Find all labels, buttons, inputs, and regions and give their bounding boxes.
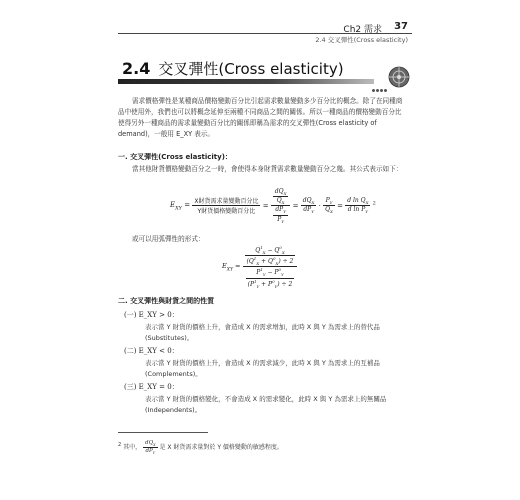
item-3-desc: 表示當 Y 財貨的價格變化，不會造成 X 的需求變化，此時 X 與 Y 為需求上的無關品(Independents)。	[145, 395, 387, 414]
footnote: $^2$ 其中， $\frac{dQ_X}{dP_Y}$ 是 X 財貨需求量對於 Y 價格變動的敏感程度。	[118, 440, 283, 456]
footnote-mark: 2	[118, 442, 122, 449]
subsection-2-heading: 二. 交叉彈性與財貨之間的性質	[118, 297, 215, 305]
header-subtitle: 2.4 交叉彈性(Cross elasticity)	[315, 36, 408, 44]
title-underline-bar	[118, 79, 374, 84]
globe-emblem-icon	[388, 66, 410, 88]
item-2-label: (二) E_XY < 0：	[124, 347, 179, 355]
subsection-1-heading: 一. 交叉彈性(Cross elasticity)：	[118, 153, 232, 161]
footnote-text: 是 X 財貨需求量對於 Y 價格變動的敏感程度。	[159, 444, 283, 452]
item-3-label: (三) E_XY = 0：	[124, 383, 179, 391]
section-number: 2.4	[122, 59, 151, 78]
section-title-text: 交叉彈性(Cross elasticity)	[158, 60, 344, 78]
subsection-1-desc: 當其他財貨價格變動百分之一時，會使得本身財貨需求數量變動百分之幾。其公式表示如下：	[132, 165, 403, 173]
formula-denominator: Y財貨價格變動百分比	[197, 208, 256, 216]
chapter-label: Ch2 需求	[343, 25, 382, 35]
footnote-prefix: 其中，	[123, 444, 142, 452]
cross-elasticity-formula: $E_{XY}$ = $\frac{\text{X財貨需求量變動百分比}}{\text{Y財貨價格變動百分比}}$ = $\frac{\frac{dQ_X}{Q_X}}{\frac{dP_Y}{P_Y}}$ = $\frac{dQ_X}{dP_Y}$ · $\frac{P_Y}{Q_X}$ = $\frac{d \ln Q_X}{d \ln P_Y}$ $^2$	[170, 188, 376, 224]
running-header	[0, 20, 520, 46]
item-2-desc: 表示當 Y 財貨的價格上升，會造成 X 的需求減少，此時 X 與 Y 為需求上的互補品(Complements)。	[145, 359, 380, 378]
item-1-label: (一) E_XY > 0：	[124, 311, 179, 319]
page-number: 37	[394, 21, 408, 32]
arc-elasticity-label: 或可以用弧彈性的形式：	[132, 235, 205, 243]
intro-paragraph: 需求價格彈性是某種商品價格變動百分比引起需求數量變動多少百分比的概念。除了在同種商品中使用外，我們也可以將概念延伸至兩種不同商品之間的關係。所以一種商品的價格變動百分比使得另外一種商品的需求量變動百分比的關係即稱為需求的交叉彈性(Cross elasticity of demand)，一般用 E_XY 表示。	[118, 97, 403, 138]
header-rule	[118, 33, 412, 34]
formula-numerator: X財貨需求量變動百分比	[194, 198, 259, 206]
section-title	[122, 58, 344, 79]
arc-elasticity-formula: $E_{XY}$ = $\frac{\frac{Q^1_X - Q^0_X}{(Q^1_X + Q^0_X) \div 2}}{\frac{P^1_Y - P^0_Y}{(P^1_Y + P^0_Y) \div 2}}$	[222, 245, 297, 289]
footnote-ref-2: 2	[372, 200, 376, 207]
footnote-rule	[118, 432, 208, 433]
item-1-desc: 表示當 Y 財貨的價格上升，會造成 X 的需求增加，此時 X 與 Y 為需求上的替代品(Substitutes)。	[145, 323, 380, 342]
